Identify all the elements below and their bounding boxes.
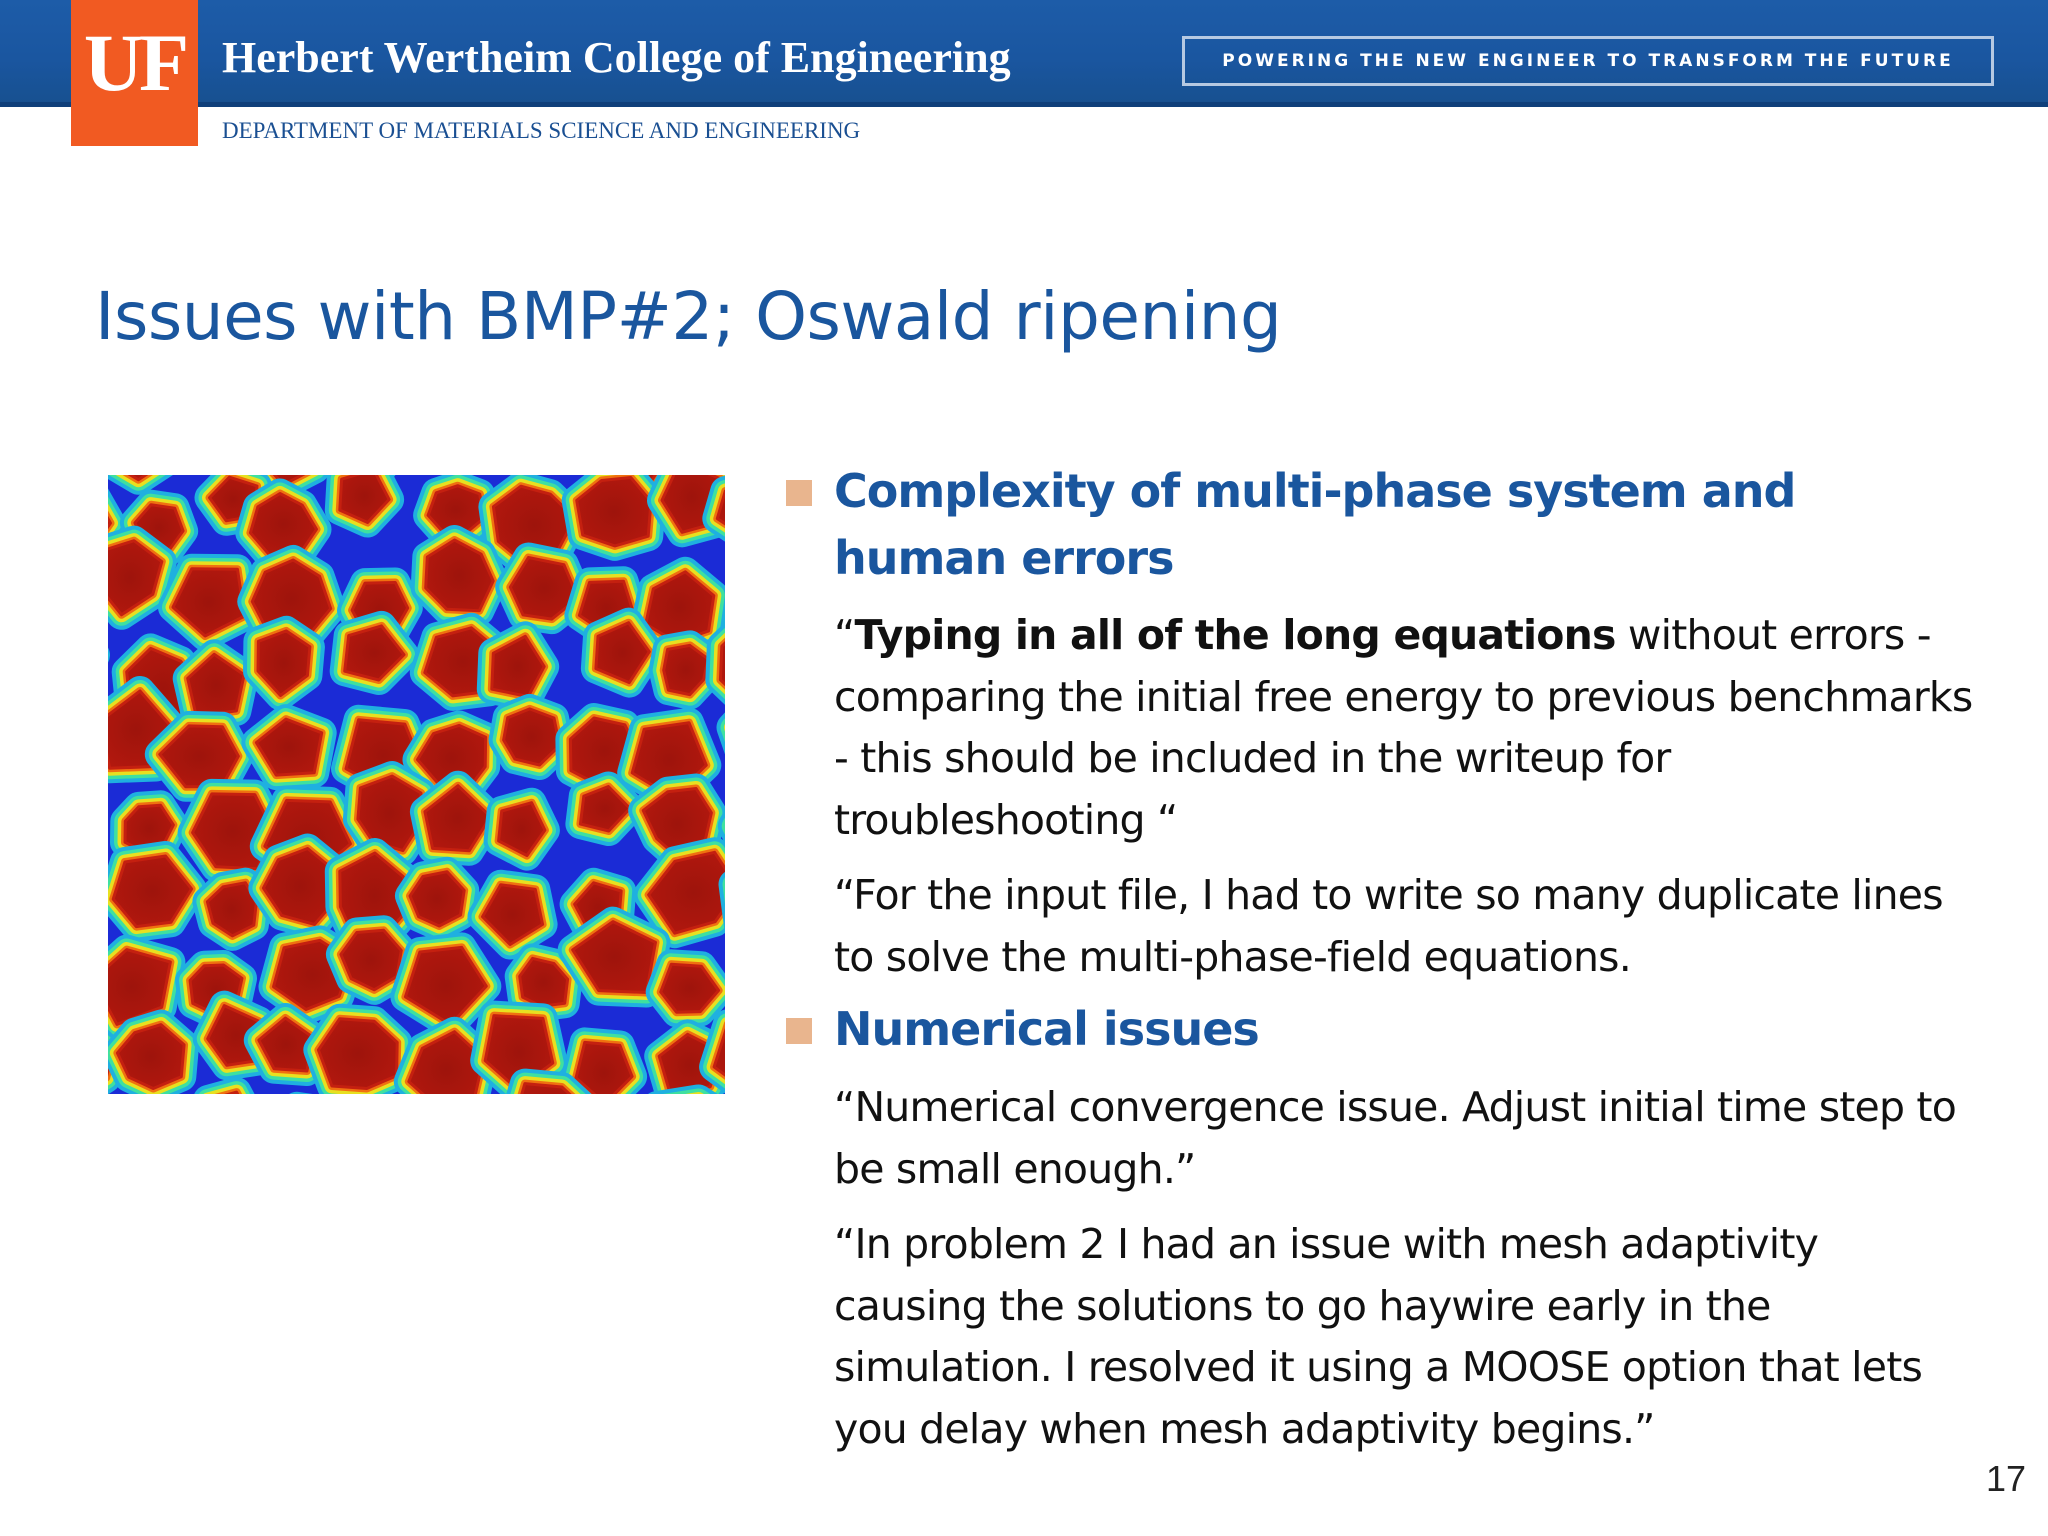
bullet-heading: Numerical issues [834,1002,1259,1056]
page-number: 17 [1986,1458,2027,1499]
quote-rest: without errors - comparing the initial free energy to previous benchmarks - this should be included in the writeup for troubleshooting “ [834,611,1973,844]
quote-convergence: “Numerical convergence issue. Adjust initial time step to be small enough.” [834,1083,1956,1193]
bullet-numerical [782,996,1982,1063]
quote-mesh-adaptivity: “In problem 2 I had an issue with mesh adaptivity causing the solutions to go haywire early in the simulation. I resolved it using a MOOSE option that lets you delay when mesh adaptivity begins.” [834,1220,1923,1453]
bullet-complexity [782,458,1982,592]
slide-title: Issues with BMP#2; Oswald ripening [95,278,1282,355]
department-name: DEPARTMENT OF MATERIALS SCIENCE AND ENGINEERING [222,118,861,143]
quote-input-file: “For the input file, I had to write so many duplicate lines to solve the multi-phase-field equations. [834,871,1943,981]
bullet-heading: Complexity of multi-phase system and human errors [834,464,1796,585]
header-stripe [0,102,2048,107]
uf-logo [71,0,198,146]
slide-content [782,458,1982,1460]
quote-open-mark: “ [834,611,855,659]
grain-microstructure-image [108,475,725,1094]
tagline-box [1182,36,1994,86]
college-name: Herbert Wertheim College of Engineering [222,33,1011,82]
uf-logo-text: UF [83,17,186,108]
tagline: POWERING THE NEW ENGINEER TO TRANSFORM THE FUTURE [1222,51,1954,71]
quote-bold-phrase: Typing in all of the long equations [854,611,1616,659]
quote-typing [782,605,1982,851]
bullet-square-icon [786,1018,812,1044]
bullet-square-icon [786,480,812,506]
